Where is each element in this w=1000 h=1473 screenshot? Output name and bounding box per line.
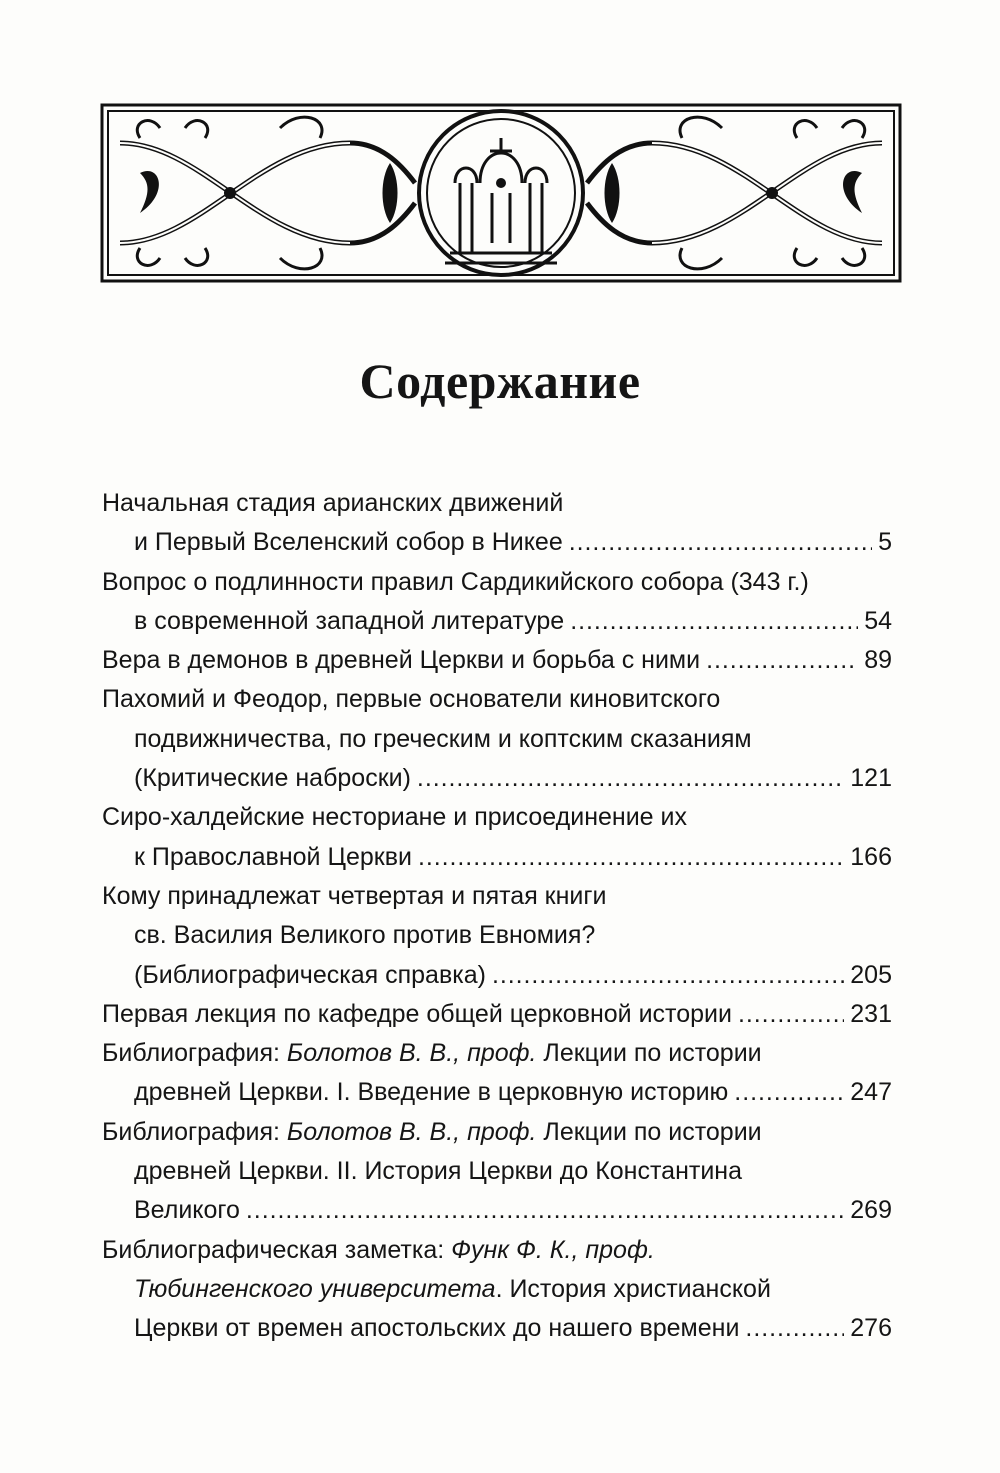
toc-entry-text: и Первый Вселенский собор в Никее (134, 528, 563, 557)
toc-entry-line (102, 1034, 892, 1073)
toc-entry-text: Начальная стадия арианских движений (102, 489, 564, 517)
toc-entry-line (102, 563, 892, 602)
toc-entry-text: подвижничества, по греческим и коптским сказаниям (134, 724, 752, 753)
leader-dots (738, 995, 844, 1034)
leader-dots (246, 1191, 844, 1230)
toc-entry-last-line (102, 759, 892, 798)
toc-entry-text: к Православной Церкви (134, 842, 412, 871)
leader-dots (706, 641, 858, 680)
toc-entry-text: Библиография: Болотов В. В., проф. Лекции по истории (102, 1039, 762, 1068)
toc-entry-line (102, 720, 892, 759)
leader-dots (492, 956, 844, 995)
toc-entry-text: Сиро-халдейские несториане и присоединение их (102, 803, 687, 832)
toc-entry-last-line (102, 602, 892, 641)
toc-entry-line (102, 680, 892, 719)
table-of-contents (102, 484, 892, 1349)
toc-entry-last-line (102, 641, 892, 680)
toc-page-number: 269 (850, 1196, 892, 1225)
toc-entry-last-line (102, 1309, 892, 1348)
toc-entry-line (102, 484, 892, 523)
toc-page-number: 231 (850, 999, 892, 1028)
toc-entry-last-line (102, 956, 892, 995)
toc-entry-last-line (102, 523, 892, 562)
toc-entry-last-line (102, 1191, 892, 1230)
toc-entry-text: в современной западной литературе (134, 606, 565, 635)
toc-entry-text: (Библиографическая справка) (134, 960, 486, 989)
toc-entry-text: Тюбингенского университета. История христианской (134, 1274, 771, 1303)
toc-page-number: 247 (850, 1078, 892, 1107)
toc-entry-text: (Критические наброски) (134, 764, 411, 793)
toc-entry-text: древней Церкви. II. История Церкви до Константина (134, 1157, 742, 1186)
toc-entry-line (102, 1113, 892, 1152)
toc-entry-line (102, 1270, 892, 1309)
leader-dots (745, 1309, 844, 1348)
toc-entry-line (102, 1231, 892, 1270)
toc-entry-text: Библиографическая заметка: Функ Ф. К., проф. (102, 1235, 655, 1264)
leader-dots (417, 759, 844, 798)
leader-dots (570, 602, 858, 641)
toc-entry-text: Вера в демонов в древней Церкви и борьба с ними (102, 646, 701, 675)
toc-entry-last-line (102, 838, 892, 877)
toc-entry-text: Библиография: Болотов В. В., проф. Лекции по истории (102, 1117, 762, 1146)
toc-page-number: 121 (850, 764, 892, 793)
toc-entry-text: Великого (134, 1196, 240, 1225)
toc-page-number: 5 (878, 528, 892, 557)
toc-page-number: 54 (864, 606, 892, 635)
leader-dots (734, 1073, 844, 1112)
leader-dots (569, 523, 872, 562)
toc-entry-text: Кому принадлежат четвертая и пятая книги (102, 881, 607, 910)
decorative-headpiece (100, 103, 902, 283)
toc-entry-line (102, 798, 892, 837)
toc-entry-line (102, 877, 892, 916)
toc-entry-line (102, 916, 892, 955)
toc-entry-line (102, 1152, 892, 1191)
page-title: Содержание (359, 353, 641, 409)
leader-dots (418, 838, 844, 877)
toc-page-number: 205 (850, 960, 892, 989)
toc-page-number: 89 (864, 646, 892, 675)
toc-page-number: 166 (850, 842, 892, 871)
toc-entry-text: Первая лекция по кафедре общей церковной истории (102, 999, 732, 1028)
toc-entry-last-line (102, 995, 892, 1034)
toc-entry-last-line (102, 1073, 892, 1112)
toc-entry-text: Пахомий и Феодор, первые основатели киновитского (102, 685, 721, 714)
toc-entry-text: Вопрос о подлинности правил Сардикийского собора (343 г.) (102, 567, 809, 596)
toc-entry-text: Церкви от времен апостольских до нашего времени (134, 1314, 740, 1343)
toc-entry-text: древней Церкви. I. Введение в церковную историю (134, 1078, 729, 1107)
toc-page-number: 276 (850, 1314, 892, 1343)
toc-entry-text: св. Василия Великого против Евномия? (134, 921, 596, 950)
